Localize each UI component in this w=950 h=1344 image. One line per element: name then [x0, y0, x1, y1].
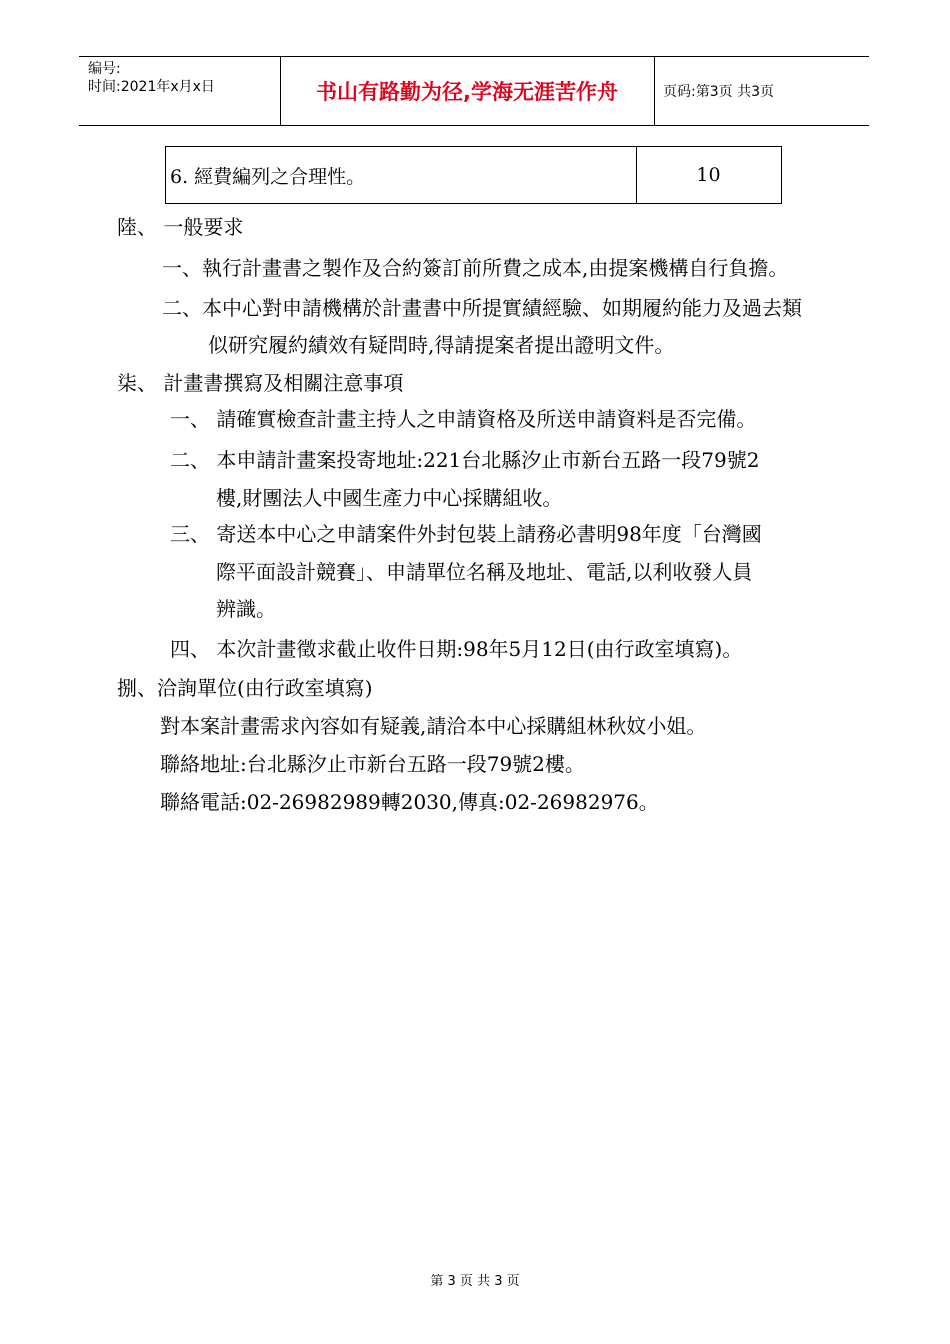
section-7-item-4: 四、 本次計畫徵求截止收件日期:98年5月12日(由行政室填寫)。: [170, 637, 743, 661]
section-6-title: 陸、 一般要求: [117, 215, 244, 239]
section-7-item-3-line-2: 際平面設計競賽」、申請單位名稱及地址、電話,以利收發人員: [216, 560, 753, 584]
section-6-item-1: 一、執行計畫書之製作及合約簽訂前所費之成本,由提案機構自行負擔。: [162, 256, 789, 280]
header-page-cell: [654, 57, 869, 125]
section-8-line-3: 聯絡電話:02-26982989轉2030,傳真:02-26982976。: [160, 790, 659, 814]
time-label: 时间:2021年x月x日: [88, 79, 215, 95]
section-7-item-3-line-3: 辨識。: [216, 597, 276, 621]
section-7-title: 柒、 計畫書撰寫及相關注意事項: [117, 371, 404, 395]
serial-label: 编号:: [88, 61, 121, 77]
header-meta-cell: [79, 57, 281, 125]
page-header: [79, 56, 869, 126]
slogan: 书山有路勤为径,学海无涯苦作舟: [316, 80, 618, 104]
section-8-line-2: 聯絡地址:台北縣汐止市新台五路一段79號2樓。: [160, 752, 585, 776]
section-8-line-1: 對本案計畫需求內容如有疑義,請洽本中心採購組林秋妏小姐。: [160, 714, 707, 738]
section-6-item-2-line-2: 似研究履約績效有疑問時,得請提案者提出證明文件。: [208, 333, 675, 357]
page-footer: 第 3 页 共 3 页: [430, 1274, 520, 1289]
score-item-cell: [166, 147, 637, 203]
header-slogan-cell: [280, 57, 655, 125]
page-info: 页码:第3页 共3页: [663, 84, 774, 100]
score-table: [165, 146, 782, 204]
section-7-item-2-line-1: 二、 本申請計畫案投寄地址:221台北縣汐止市新台五路一段79號2: [170, 448, 760, 472]
section-7-item-3-line-1: 三、 寄送本中心之申請案件外封包裝上請務必書明98年度「台灣國: [170, 522, 762, 546]
score-value: 10: [696, 164, 721, 186]
score-item-text: 6. 經費編列之合理性。: [170, 166, 366, 188]
section-6-item-2-line-1: 二、本中心對申請機構於計畫書中所提實績經驗、如期履約能力及過去類: [162, 296, 802, 320]
section-7-item-2-line-2: 樓,財團法人中國生產力中心採購組收。: [216, 486, 563, 510]
section-7-item-1: 一、 請確實檢查計畫主持人之申請資格及所送申請資料是否完備。: [170, 407, 757, 431]
section-8-title: 捌、洽詢單位(由行政室填寫): [117, 676, 373, 700]
